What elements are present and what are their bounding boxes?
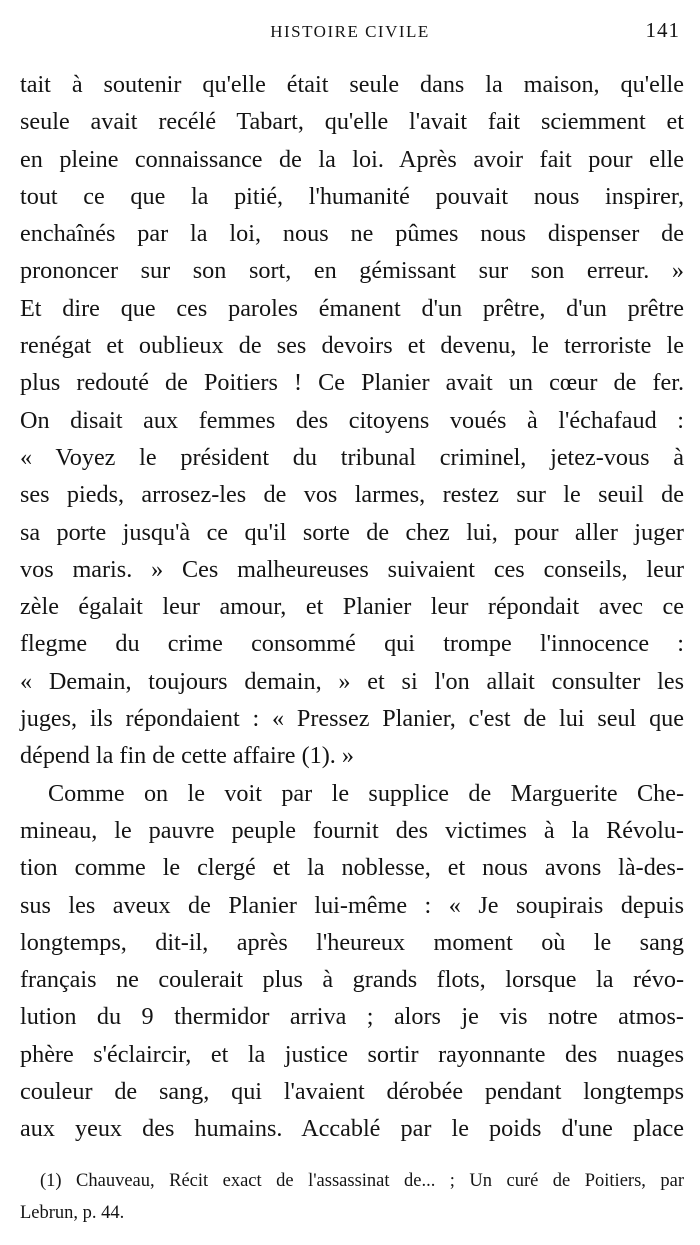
text-line: tout ce que la pitié, l'humanité pouvait nous inspirer, [20,182,684,210]
text-line: français ne coulerait plus à grands flots, lorsque la révo- [20,966,684,994]
text-line: juges, ils répondaient : « Pressez Planier, c'est de lui seul que [20,705,684,733]
text-line: tion comme le clergé et la noblesse, et nous avons là-des- [20,854,684,882]
text-line: prononcer sur son sort, en gémissant sur son erreur. » [20,257,684,285]
footnote-line: (1) Chauveau, Récit exact de l'assassinat de... ; Un curé de Poitiers, par [40,1171,684,1191]
text-line: lution du 9 thermidor arriva ; alors je vis notre atmos- [20,1003,684,1031]
footnote [20,1165,684,1229]
page-number: 141 [645,18,680,42]
text-line: vos maris. » Ces malheureuses suivaient ces conseils, leur [20,555,684,583]
text-line: dépend la fin de cette affaire (1). » [20,742,354,770]
text-line: longtemps, dit-il, après l'heureux moment où le sang [20,928,684,956]
text-line: zèle égalait leur amour, et Planier leur répondait avec ce [20,593,684,621]
text-line: Et dire que ces paroles émanent d'un prêtre, d'un prêtre [20,294,684,322]
text-line: flegme du crime consommé qui trompe l'innocence : [20,630,684,658]
text-line: sus les aveux de Planier lui-même : « Je soupirais depuis [20,891,684,919]
text-line: renégat et oublieux de ses devoirs et devenu, le terroriste le [20,332,684,360]
text-line: mineau, le pauvre peuple fournit des victimes à la Révolu- [20,816,684,844]
text-line: aux yeux des humains. Accablé par le poids d'une place [20,1115,684,1143]
text-line: ses pieds, arrosez-les de vos larmes, restez sur le seuil de [20,481,684,509]
footnote-line: Lebrun, p. 44. [20,1203,125,1223]
text-line: tait à soutenir qu'elle était seule dans la maison, qu'elle [20,71,684,98]
text-line: sa porte jusqu'à ce qu'il sorte de chez lui, pour aller juger [20,518,684,546]
text-line: seule avait recélé Tabart, qu'elle l'avait fait sciemment et [20,108,684,136]
text-line: en pleine connaissance de la loi. Après avoir fait pour elle [20,145,684,173]
text-line: « Demain, toujours demain, » et si l'on allait consulter les [20,667,684,695]
text-line: enchaînés par la loi, nous ne pûmes nous dispenser de [20,220,684,248]
text-line: On disait aux femmes des citoyens voués à l'échafaud : [20,406,684,434]
text-line: « Voyez le président du tribunal criminel, jetez-vous à [20,443,684,471]
body-text [20,66,684,1148]
page-header [20,18,680,48]
text-line: plus redouté de Poitiers ! Ce Planier avait un cœur de fer. [20,369,684,397]
text-line: phère s'éclaircir, et la justice sortir rayonnante des nuages [20,1040,684,1068]
text-line: couleur de sang, qui l'avaient dérobée pendant longtemps [20,1078,684,1106]
text-line: Comme on le voit par le supplice de Marguerite Che- [48,779,684,807]
running-title: HISTOIRE CIVILE [270,22,430,41]
